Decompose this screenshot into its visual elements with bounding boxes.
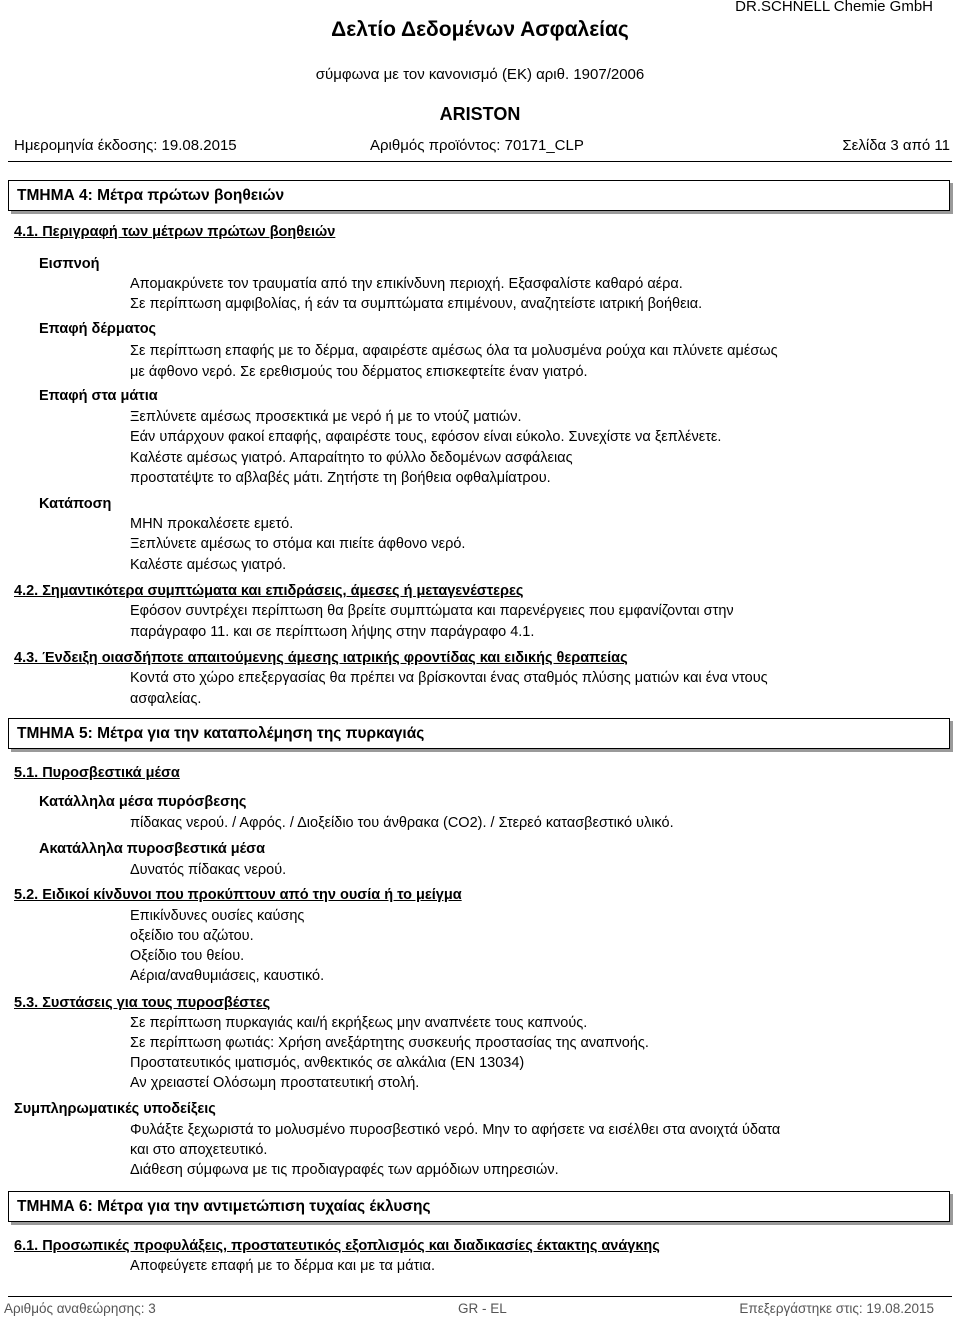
eye-contact-label: Επαφή στα μάτια <box>39 388 158 404</box>
subsection-4-1: 4.1. Περιγραφή των μέτρων πρώτων βοηθειών <box>14 224 336 240</box>
eye-contact-line: Ξεπλύνετε αμέσως προσεκτικά με νερό ή με το ντούζ ματιών. <box>130 409 522 425</box>
subsection-5-2-line: Αέρια/αναθυμιάσεις, καυστικό. <box>130 968 325 984</box>
ingestion-line: Ξεπλύνετε αμέσως το στόμα και πιείτε άφθονο νερό. <box>130 536 466 552</box>
footer-divider <box>8 1296 952 1297</box>
subsection-5-2: 5.2. Ειδικοί κίνδυνοι που προκύπτουν από την ουσία ή το μείγμα <box>14 887 462 903</box>
subsection-5-1: 5.1. Πυροσβεστικά μέσα <box>14 765 180 781</box>
additional-advice-line: Διάθεση σύμφωνα με τις προδιαγραφές των αρμόδιων υπηρεσιών. <box>130 1162 559 1178</box>
subsection-5-3: 5.3. Συστάσεις για τους πυροσβέστες <box>14 995 271 1011</box>
inhalation-label: Εισπνοή <box>39 256 100 272</box>
suitable-media-text: πίδακας νερού. / Αφρός. / Διοξείδιο του άνθρακα (CO2). / Στερεό κατασβεστικό υλικό. <box>130 815 674 831</box>
subsection-5-3-line: Προστατευτικός ιματισμός, ανθεκτικός σε αλκάλια (EN 13034) <box>130 1055 525 1071</box>
subsection-4-2-line: Εφόσον συντρέχει περίπτωση θα βρείτε συμπτώματα και παρενέργειες που εμφανίζονται στην <box>130 603 734 619</box>
ingestion-label: Κατάποση <box>39 496 112 512</box>
subsection-6-1: 6.1. Προσωπικές προφυλάξεις, προστατευτικός εξοπλισμός και διαδικασίες έκτακτης ανάγκης <box>14 1238 660 1254</box>
unsuitable-media-text: Δυνατός πίδακας νερού. <box>130 862 287 878</box>
unsuitable-media-label: Ακατάλληλα πυροσβεστικά μέσα <box>39 841 266 857</box>
product-name: ARISTON <box>439 104 521 124</box>
subsection-5-2-line: Οξείδιο του θείου. <box>130 948 245 964</box>
subsection-5-3-line: Σε περίπτωση πυρκαγιάς και/ή εκρήξεως μην αναπνέετε τους καπνούς. <box>130 1015 588 1031</box>
subsection-6-1-line: Αποφεύγετε επαφή με το δέρμα και με τα μάτια. <box>130 1258 436 1274</box>
eye-contact-line: προστατέψτε το αβλαβές μάτι. Ζητήστε τη βοήθεια οφθαλμίατρου. <box>130 470 551 486</box>
subsection-4-2-line: παράγραφο 11. και σε περίπτωση λήψης στην παράγραφο 4.1. <box>130 624 535 640</box>
skin-contact-line: με άφθονο νερό. Σε ερεθισμούς του δέρματος επισκεφτείτε έναν γιατρό. <box>130 364 588 380</box>
processed-date: Επεξεργάστηκε στις: 19.08.2015 <box>739 1301 934 1316</box>
page-number: Σελίδα 3 από 11 <box>842 137 950 154</box>
subsection-4-3-line: ασφαλείας. <box>130 691 202 707</box>
subsection-4-3-line: Κοντά στο χώρο επεξεργασίας θα πρέπει να βρίσκονται ένας σταθμός πλύσης ματιών και ένα ντους <box>130 670 768 686</box>
section-5-heading: ΤΜΗΜΑ 5: Μέτρα για την καταπολέμηση της πυρκαγιάς <box>8 718 950 749</box>
issue-date: Ημερομηνία έκδοσης: 19.08.2015 <box>14 137 237 154</box>
company-name: DR.SCHNELL Chemie GmbH <box>735 0 933 15</box>
ingestion-line: Καλέστε αμέσως γιατρό. <box>130 557 287 573</box>
skin-contact-label: Επαφή δέρματος <box>39 321 157 337</box>
revision-number: Αριθμός αναθεώρησης: 3 <box>4 1301 156 1316</box>
header-divider <box>8 161 952 162</box>
eye-contact-line: Εάν υπάρχουν φακοί επαφής, αφαιρέστε τους, εφόσον είναι εύκολο. Συνεχίστε να ξεπλένετε. <box>130 429 722 445</box>
inhalation-line: Απομακρύνετε τον τραυματία από την επικίνδυνη περιοχή. Εξασφαλίστε καθαρό αέρα. <box>130 276 683 292</box>
inhalation-line: Σε περίπτωση αμφιβολίας, ή εάν τα συμπτώματα επιμένουν, αναζητείστε ιατρική βοήθεια. <box>130 296 703 312</box>
additional-advice-label: Συμπληρωματικές υποδείξεις <box>14 1101 216 1117</box>
regulation-line: σύμφωνα με τον κανονισμό (ΕΚ) αριθ. 1907/2006 <box>315 66 645 83</box>
subsection-5-2-line: οξείδιο του αζώτου. <box>130 928 254 944</box>
subsection-5-3-line: Σε περίπτωση φωτιάς: Χρήση ανεξάρτητης συσκευής προστασίας της αναπνοής. <box>130 1035 649 1051</box>
language-code: GR - EL <box>458 1301 507 1316</box>
document-title: Δελτίο Δεδομένων Ασφαλείας <box>331 18 629 41</box>
skin-contact-line: Σε περίπτωση επαφής με το δέρμα, αφαιρέστε αμέσως όλα τα μολυσμένα ρούχα και πλύνετε αμέσως <box>130 343 778 359</box>
suitable-media-label: Κατάλληλα μέσα πυρόσβεσης <box>39 794 247 810</box>
additional-advice-line: και στο αποχετευτικό. <box>130 1142 268 1158</box>
subsection-4-3: 4.3. Ένδειξη οιασδήποτε απαιτούμενης άμεσης ιατρικής φροντίδας και ειδικής θεραπείας <box>14 650 628 666</box>
additional-advice-line: Φυλάξτε ξεχωριστά το μολυσμένο πυροσβεστικό νερό. Μην το αφήσετε να εισέλθει στα ανοιχτά ύδατα <box>130 1122 781 1138</box>
section-6-heading: ΤΜΗΜΑ 6: Μέτρα για την αντιμετώπιση τυχαίας έκλυσης <box>8 1191 950 1222</box>
subsection-4-2: 4.2. Σημαντικότερα συμπτώματα και επιδράσεις, άμεσες ή μεταγενέστερες <box>14 583 524 599</box>
ingestion-line: ΜΗΝ προκαλέσετε εμετό. <box>130 516 294 532</box>
product-number: Αριθμός προϊόντος: 70171_CLP <box>370 137 584 154</box>
eye-contact-line: Καλέστε αμέσως γιατρό. Απαραίτητο το φύλλο δεδομένων ασφάλειας <box>130 450 573 466</box>
subsection-5-2-line: Επικίνδυνες ουσίες καύσης <box>130 908 305 924</box>
section-4-heading: ΤΜΗΜΑ 4: Μέτρα πρώτων βοηθειών <box>8 180 950 211</box>
subsection-5-3-line: Αν χρειαστεί Ολόσωμη προστατευτική στολή. <box>130 1075 420 1091</box>
